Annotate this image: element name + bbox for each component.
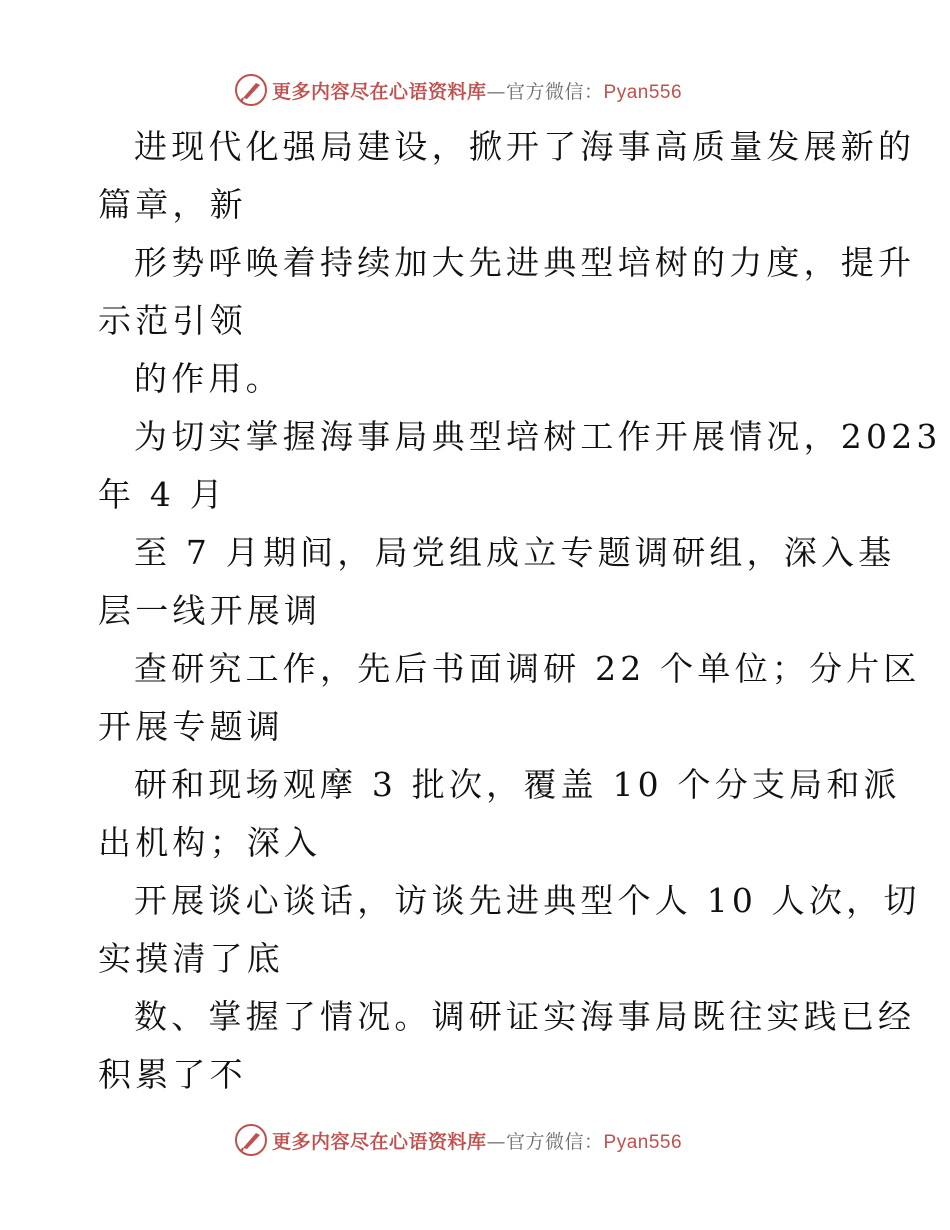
header-watermark — [234, 72, 754, 108]
text-line: 的作用。 — [134, 359, 283, 398]
document-body — [98, 118, 942, 1104]
text-line: 示范引领 — [98, 301, 247, 340]
watermark-handle: Pyan556 — [603, 81, 683, 103]
watermark-text — [272, 1127, 682, 1154]
watermark-dash: — — [486, 1130, 507, 1153]
text-line: 开展谈心谈话，访谈先进典型个人 10 人次，切 — [134, 881, 921, 920]
quill-pen-logo-icon — [234, 1123, 268, 1157]
text-line: 层一线开展调 — [98, 591, 322, 630]
quill-pen-logo-icon — [234, 73, 268, 107]
text-line: 进现代化强局建设，掀开了海事高质量发展新的 — [134, 127, 916, 166]
watermark-wechat-label: 官方微信： — [506, 80, 604, 103]
text-line: 至 7 月期间，局党组成立专题调研组，深入基 — [134, 533, 896, 572]
text-line: 数、掌握了情况。调研证实海事局既往实践已经 — [134, 997, 916, 1036]
watermark-main-text: 更多内容尽在心语资料库 — [272, 80, 487, 103]
text-line: 篇章，新 — [98, 185, 247, 224]
text-line: 积累了不 — [98, 1055, 247, 1094]
text-line: 形势呼唤着持续加大先进典型培树的力度，提升 — [134, 243, 916, 282]
text-line: 年 4 月 — [98, 475, 227, 514]
text-line: 实摸清了底 — [98, 939, 284, 978]
watermark-dash: — — [486, 80, 507, 103]
watermark-wechat-label: 官方微信： — [506, 1130, 604, 1153]
watermark-main-text: 更多内容尽在心语资料库 — [272, 1130, 487, 1153]
watermark-text — [272, 77, 682, 104]
footer-watermark — [234, 1122, 754, 1158]
text-line: 开展专题调 — [98, 707, 284, 746]
watermark-handle: Pyan556 — [603, 1131, 683, 1153]
text-line: 研和现场观摩 3 批次，覆盖 10 个分支局和派 — [134, 765, 901, 804]
text-line: 出机构；深入 — [98, 823, 322, 862]
text-line: 为切实掌握海事局典型培树工作开展情况，2023 — [134, 417, 942, 456]
text-line: 查研究工作，先后书面调研 22 个单位；分片区 — [134, 649, 921, 688]
